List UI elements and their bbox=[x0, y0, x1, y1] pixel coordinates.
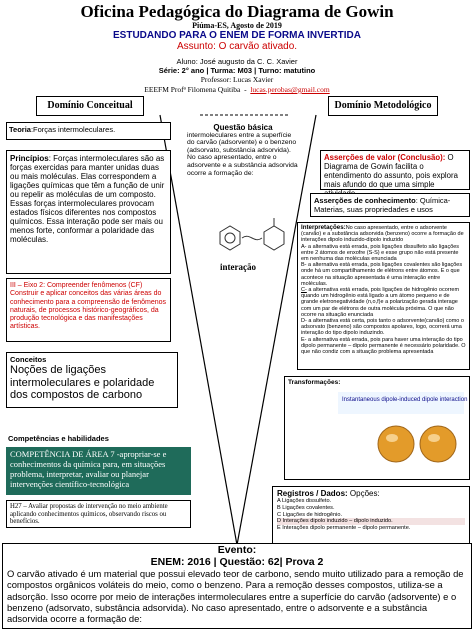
list-item: B Ligações covalentes. bbox=[277, 504, 335, 511]
highlight-icon bbox=[428, 434, 440, 442]
registros-list bbox=[277, 498, 465, 532]
question-title: Questão básica bbox=[213, 123, 273, 132]
alternative-c-head: C- bbox=[301, 287, 307, 294]
right-molecule-icon bbox=[264, 218, 284, 250]
assercoes-conhecimento-label: Asserções de conhecimento bbox=[314, 196, 416, 205]
assercoes-valor-label: Asserções de valor (Conclusão): bbox=[324, 153, 446, 162]
assercoes-valor-box bbox=[320, 150, 470, 190]
list-item: C Ligações de hidrogênio. bbox=[277, 511, 342, 518]
registros-value: Opções: bbox=[347, 489, 380, 498]
competencias-title: Competências e habilidades bbox=[8, 434, 109, 443]
event-text: O carvão ativado é um material que possui elevado teor de carbono, sendo muito utilizado para a remoção de compostos orgânicos voláteis do meio, como o benzeno. Para a remoção desses compostos, utiliza-se a adsorção. Isso ocorre por meio de interações intermoleculares entre a superfície do carvão (adsorvente) e o benzeno (adsorvato, substância adsorvida). No caso apresentado, entre o adsorvente e a substância adsorvida ocorre a formação de: bbox=[7, 568, 464, 625]
subject-value: O carvão ativado. bbox=[218, 41, 298, 52]
principios-label: Princípios bbox=[10, 154, 49, 163]
molecule-sphere-icon bbox=[378, 426, 414, 462]
interaction-drawing bbox=[202, 210, 292, 290]
image-title: Instantaneous dipole-induced dipole interaction bbox=[342, 397, 468, 403]
interpretacoes-text: No caso apresentado, entre o adsorvente (carvão) e a substância adsorvida (benzeno) ocorre a formação de interações dipolo induzido-dipolo induzido bbox=[301, 225, 464, 244]
alternative-d: D- a alternativa está certa, pois tanto o adsorvente(carvão) como o adsorvato (benzeno) são compostos apolares, logo, ocorrerá uma interação do tipo dipolo induzindo. bbox=[301, 318, 464, 337]
teacher-name: Professor: Lucas Xavier bbox=[200, 75, 274, 84]
email-link[interactable]: lucas.perobas@gmail.com bbox=[250, 85, 330, 94]
conceitos-box bbox=[6, 352, 178, 408]
teoria-label: Teoria bbox=[9, 125, 31, 134]
school-line: EEEFM Profª Filomena Quitiba - lucas.perobas@gmail.com bbox=[144, 85, 330, 94]
dipole-image bbox=[288, 386, 468, 474]
transformacoes-box bbox=[284, 376, 470, 480]
assercoes-valor-text: O Diagrama de Gowin facilita o entendimento do assunto, pois explora mais afundo do que uma simple bbox=[324, 153, 458, 189]
registros-label: Registros / Dados: bbox=[277, 489, 348, 498]
conceptual-domain-header: Domínio Conceitual bbox=[36, 96, 144, 116]
image-caption-bg bbox=[338, 392, 464, 414]
interpretacoes-box bbox=[297, 222, 470, 370]
teoria-box bbox=[6, 122, 171, 140]
alternative-c-text: a alternativa está errada, pois ligações de hidrogênio ocorrem quando um hidrogênio está ligado a um átomo pequeno e de grande eletronegatividade (n,o,f)e a polarização gerada interage com um par de elétrons de outra molécula próxima. O que não ocorre na situação enunciada bbox=[301, 287, 460, 318]
principios-text: : Forças intermoleculares são as forças exercidas para manter unidas duas ou mais moléculas. Elas correspondem a ligações químicas que têm a função de unir ou repelir as moléculas de um composto. Essas forças intermoleculares provocam estados físicos diferentes nos compostos químicos. Essa interação pode ser mais ou menos forte, conformar a polaridade das moléculas. bbox=[10, 154, 165, 244]
place-date: Piúma-ES, Agosto de 2019 bbox=[192, 21, 282, 30]
series-line: Série: 2° ano | Turma: M03 | Turno: matutino bbox=[158, 66, 316, 75]
eixo-box bbox=[6, 278, 171, 342]
teoria-value: :Forças intermoleculares. bbox=[30, 125, 116, 134]
principios-box bbox=[6, 150, 171, 274]
left-molecule-icon bbox=[220, 226, 240, 250]
alternative-a: A- a alternativa está errada, pois ligações dissulfeto são ligações entre 2 átomos de enxofre (S-S) e esse grupo não está presente em nenhuma das moléculas enunciada bbox=[301, 243, 460, 263]
event-line: ENEM: 2016 | Questão: 62| Prova 2 bbox=[150, 556, 324, 568]
alternative-b: B- a alternativa está errada, pois ligações covalentes são ligações onde há um compartilhamento de elétrons entre átomos. E o que acontece na situação apresentada é uma interação entre moléculas. bbox=[301, 262, 463, 287]
list-item: A Ligações dissulfeto. bbox=[277, 498, 332, 504]
interaction-arrow-icon bbox=[242, 236, 262, 239]
interpretacoes-label: Interpretações: bbox=[301, 224, 346, 231]
question-area bbox=[187, 124, 299, 177]
molecule-sphere-icon bbox=[420, 426, 456, 462]
school-name: EEEFM Profª Filomena Quitiba bbox=[144, 85, 241, 94]
transformacoes-label: Transformações: bbox=[288, 379, 341, 386]
list-item: D Interações dipolo induzido – dipolo induzido. bbox=[277, 518, 465, 525]
highlight-icon bbox=[386, 434, 398, 442]
question-text: intermoleculares entre a superfície do carvão (adsorvente) e o benzeno (adsorvato, substância adsorvida). No caso apresentado, entre o adsorvente e a substância adsorvida ocorre a formação de: bbox=[187, 131, 298, 177]
eixo-title: III – Eixo 2: Compreender fenômenos (CF) bbox=[10, 282, 143, 289]
registros-box bbox=[272, 486, 470, 544]
event-box bbox=[2, 543, 472, 629]
alternative-c bbox=[301, 287, 466, 318]
assercoes-conhecimento-text: : Química-Materias, suas propriedades e usos bbox=[314, 196, 451, 214]
eixo-text: Construir e aplicar conceitos das várias áreas do conhecimento para a compreensão de fenômenos naturais, de processos histórico-geográficos, da produção tecnológica e das manifestações artísticas. bbox=[10, 290, 167, 331]
h27-box: H27 – Avaliar propostas de intervenção no meio ambiente aplicando conhecimentos químicos, observando riscos ou benefícios. bbox=[6, 500, 191, 528]
page-title: Oficina Pedagógica do Diagrama de Gowin bbox=[80, 2, 394, 21]
competencia-box: COMPETÊNCIA DE ÁREA 7 -apropriar-se e conhecimentos da química para, em situações problema, interpretar, avaliar ou planejar intervenções científico-tecnológica bbox=[6, 447, 191, 495]
list-item: E Interações dipolo permanente – dipolo permanente. bbox=[277, 525, 411, 532]
subtitle: ESTUDANDO PARA O ENEM DE FORMA INVERTIDA bbox=[113, 30, 361, 41]
interacao-label: interação bbox=[220, 262, 256, 272]
student-name: Aluno: José augusto da C. C. Xavier bbox=[176, 57, 298, 66]
event-label: Evento: bbox=[217, 544, 257, 556]
subject-label: Assunto: bbox=[176, 41, 216, 52]
assercoes-conhecimento-box bbox=[310, 193, 470, 217]
conceitos-value: Noções de ligações intermoleculares e polaridade dos compostos de carbono bbox=[10, 364, 155, 401]
methodological-domain-header: Domínio Metodológico bbox=[328, 96, 438, 116]
conceitos-label: Conceitos bbox=[10, 355, 47, 364]
alternative-e: E- a alternativa está errada, pois para haver uma interação do tipo dipolo permanente – dipolo permanente é necessário polaridade. O que não condiz com a situação problema apresentada bbox=[301, 336, 466, 356]
